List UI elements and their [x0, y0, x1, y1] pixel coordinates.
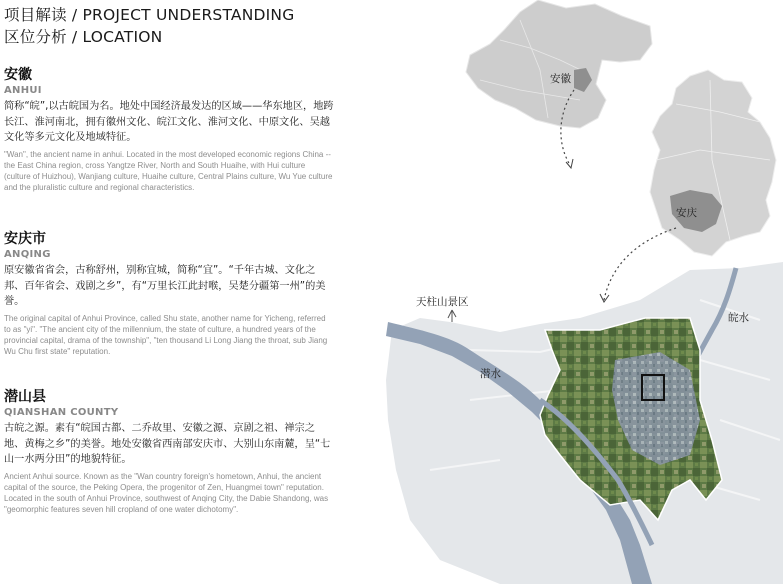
anhui-heading: 安徽	[4, 67, 32, 83]
anqing-heading: 安庆市	[4, 231, 46, 247]
china-map	[466, 0, 652, 128]
qianshan-heading: 潜山县	[4, 389, 46, 405]
qianshan-body-zh: 古皖之源。素有“皖国古都、二乔故里、安徽之源、京剧之祖、禅宗之地、黄梅之乡”的美誉。地处安徽省西南部安庆市、大别山东南麓，呈“七山一水两分田”的地貌特征。	[4, 423, 331, 465]
qianshan-map	[386, 262, 783, 584]
china-map-label: 安徽	[550, 73, 571, 85]
wanshui-label: 皖水	[728, 312, 749, 324]
tianzhu-label: 天柱山景区	[416, 296, 469, 308]
qianshan-heading-en: QIANSHAN COUNTY	[4, 407, 119, 418]
qianshui-label: 潜水	[480, 368, 501, 380]
anqing-body-en: The original capital of Anhui Province, called Shu state, another name for Yicheng, referred to as "yi". "The ancient city of the millennium, the state of culture, a hundred years of the provincial capital, drama of the township", "ten thousand Li Long Jiang the throat, sub Jiang Wu Chu first state" reputation.	[4, 313, 328, 356]
anhui-map	[650, 70, 776, 256]
anqing-heading-en: ANQING	[4, 249, 51, 260]
anqing-body-zh: 原安徽省省会，古称舒州，别称宜城，简称“宜”。“千年古城、文化之邦、百年省会、戏剧之乡”，有“万里长江此封喉，吴楚分疆第一州”的美誉。	[4, 265, 326, 307]
qianshan-body-en: Ancient Anhui source. Known as the "Wan country foreign's hometown, Anhui, the ancient capital of the source, the Peking Opera, the progenitor of Zen, Huangmei town" reputation. Located in the south of Anhui Province, southwest of Anqing City, the Dabie Shandong, was "geomorphic features seven hill cropland of one water dichotomy".	[4, 471, 329, 514]
anhui-body-en: "Wan", the ancient name in anhui. Located in the most developed economic regions China -- the East China region, cross Yangtze River, North and South Huaihe, with Hui culture (culture of Huizhou), Wanjiang culture, Huaihe culture, Central Plains culture, Wu Yue culture and the pluralistic culture and regional characteristics.	[4, 149, 333, 192]
anhui-heading-en: ANHUI	[4, 85, 42, 96]
tianzhu-arrow	[448, 310, 456, 322]
page-subtitle: 区位分析 / LOCATION	[4, 28, 163, 46]
anhui-body-zh: 简称“皖”,以古皖国为名。地处中国经济最发达的区域——华东地区，地跨长江、淮河南北，拥有徽州文化、皖江文化、淮河文化、中原文化、吴越文化等多元文化及地域特征。	[4, 101, 334, 143]
page-title: 项目解读 / PROJECT UNDERSTANDING	[4, 6, 295, 24]
anhui-map-label: 安庆	[676, 207, 697, 219]
